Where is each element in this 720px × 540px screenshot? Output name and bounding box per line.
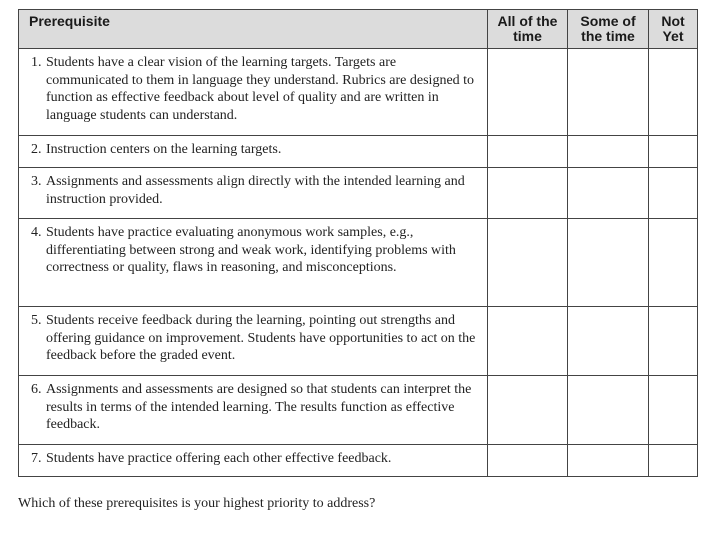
table-row <box>19 376 698 445</box>
not-yet-checkbox-cell[interactable] <box>649 168 698 219</box>
item-text: Assignments and assessments are designed so that students can interpret the results in terms of the intended learning. The results function as effective feedback. <box>46 382 472 432</box>
some-of-the-time-column-header <box>568 10 649 49</box>
not-header-line2: Yet <box>662 28 684 44</box>
some-header-line2: the time <box>581 28 635 44</box>
some-header-line1: Some of <box>580 13 636 29</box>
item-number: 5. <box>31 313 42 328</box>
table-row <box>19 445 698 477</box>
all-of-the-time-checkbox-cell[interactable] <box>488 376 568 445</box>
item-text: Students have a clear vision of the learning targets. Targets are communicated to them in language they understand. Rubrics are designed to function as effective feedback about level of quality and are written in language students can understand. <box>46 55 475 123</box>
some-of-the-time-checkbox-cell[interactable] <box>568 376 649 445</box>
not-yet-checkbox-cell[interactable] <box>649 136 698 168</box>
all-of-the-time-checkbox-cell[interactable] <box>488 219 568 307</box>
all-of-the-time-column-header <box>488 10 568 49</box>
prerequisite-cell <box>19 136 488 168</box>
table-row <box>19 168 698 219</box>
priority-question: Which of these prerequisites is your highest priority to address? <box>18 496 376 511</box>
not-yet-checkbox-cell[interactable] <box>649 445 698 477</box>
not-yet-checkbox-cell[interactable] <box>649 376 698 445</box>
all-of-the-time-checkbox-cell[interactable] <box>488 445 568 477</box>
table-row <box>19 136 698 168</box>
item-text: Assignments and assessments align directly with the intended learning and instruction provided. <box>46 174 465 207</box>
some-of-the-time-checkbox-cell[interactable] <box>568 49 649 136</box>
prerequisite-cell <box>19 168 488 219</box>
prerequisite-cell <box>19 49 488 136</box>
all-header-line1: All of the <box>497 13 558 29</box>
prerequisite-header-label: Prerequisite <box>29 13 110 29</box>
prerequisite-table <box>18 9 698 477</box>
prerequisite-column-header <box>19 10 488 49</box>
item-number: 7. <box>31 451 42 466</box>
not-yet-checkbox-cell[interactable] <box>649 307 698 376</box>
item-text: Students receive feedback during the learning, pointing out strengths and offering guidance on improvement. Students have opportunities to act on the feedback before the graded event. <box>46 313 476 363</box>
all-of-the-time-checkbox-cell[interactable] <box>488 136 568 168</box>
all-of-the-time-checkbox-cell[interactable] <box>488 168 568 219</box>
all-header-line2: time <box>513 28 542 44</box>
table-row <box>19 49 698 136</box>
prerequisite-checklist <box>18 9 697 477</box>
table-header-row <box>19 10 698 49</box>
item-text: Students have practice evaluating anonymous work samples, e.g., differentiating between strong and weak work, identifying problems with correctness or quality, flaws in reasoning, and misconceptions. <box>46 225 456 275</box>
item-number: 3. <box>31 174 42 189</box>
some-of-the-time-checkbox-cell[interactable] <box>568 445 649 477</box>
some-of-the-time-checkbox-cell[interactable] <box>568 136 649 168</box>
not-header-line1: Not <box>661 13 685 29</box>
some-of-the-time-checkbox-cell[interactable] <box>568 168 649 219</box>
all-of-the-time-checkbox-cell[interactable] <box>488 307 568 376</box>
item-number: 1. <box>31 55 42 70</box>
table-row <box>19 307 698 376</box>
prerequisite-cell <box>19 307 488 376</box>
not-yet-checkbox-cell[interactable] <box>649 49 698 136</box>
item-number: 4. <box>31 225 42 240</box>
item-number: 6. <box>31 382 42 397</box>
some-of-the-time-checkbox-cell[interactable] <box>568 307 649 376</box>
prerequisite-cell <box>19 219 488 307</box>
not-yet-checkbox-cell[interactable] <box>649 219 698 307</box>
prerequisite-cell <box>19 445 488 477</box>
item-text: Students have practice offering each other effective feedback. <box>46 451 392 466</box>
prerequisite-cell <box>19 376 488 445</box>
item-text: Instruction centers on the learning targets. <box>46 142 282 157</box>
item-number: 2. <box>31 142 42 157</box>
some-of-the-time-checkbox-cell[interactable] <box>568 219 649 307</box>
table-row <box>19 219 698 307</box>
all-of-the-time-checkbox-cell[interactable] <box>488 49 568 136</box>
not-yet-column-header <box>649 10 698 49</box>
